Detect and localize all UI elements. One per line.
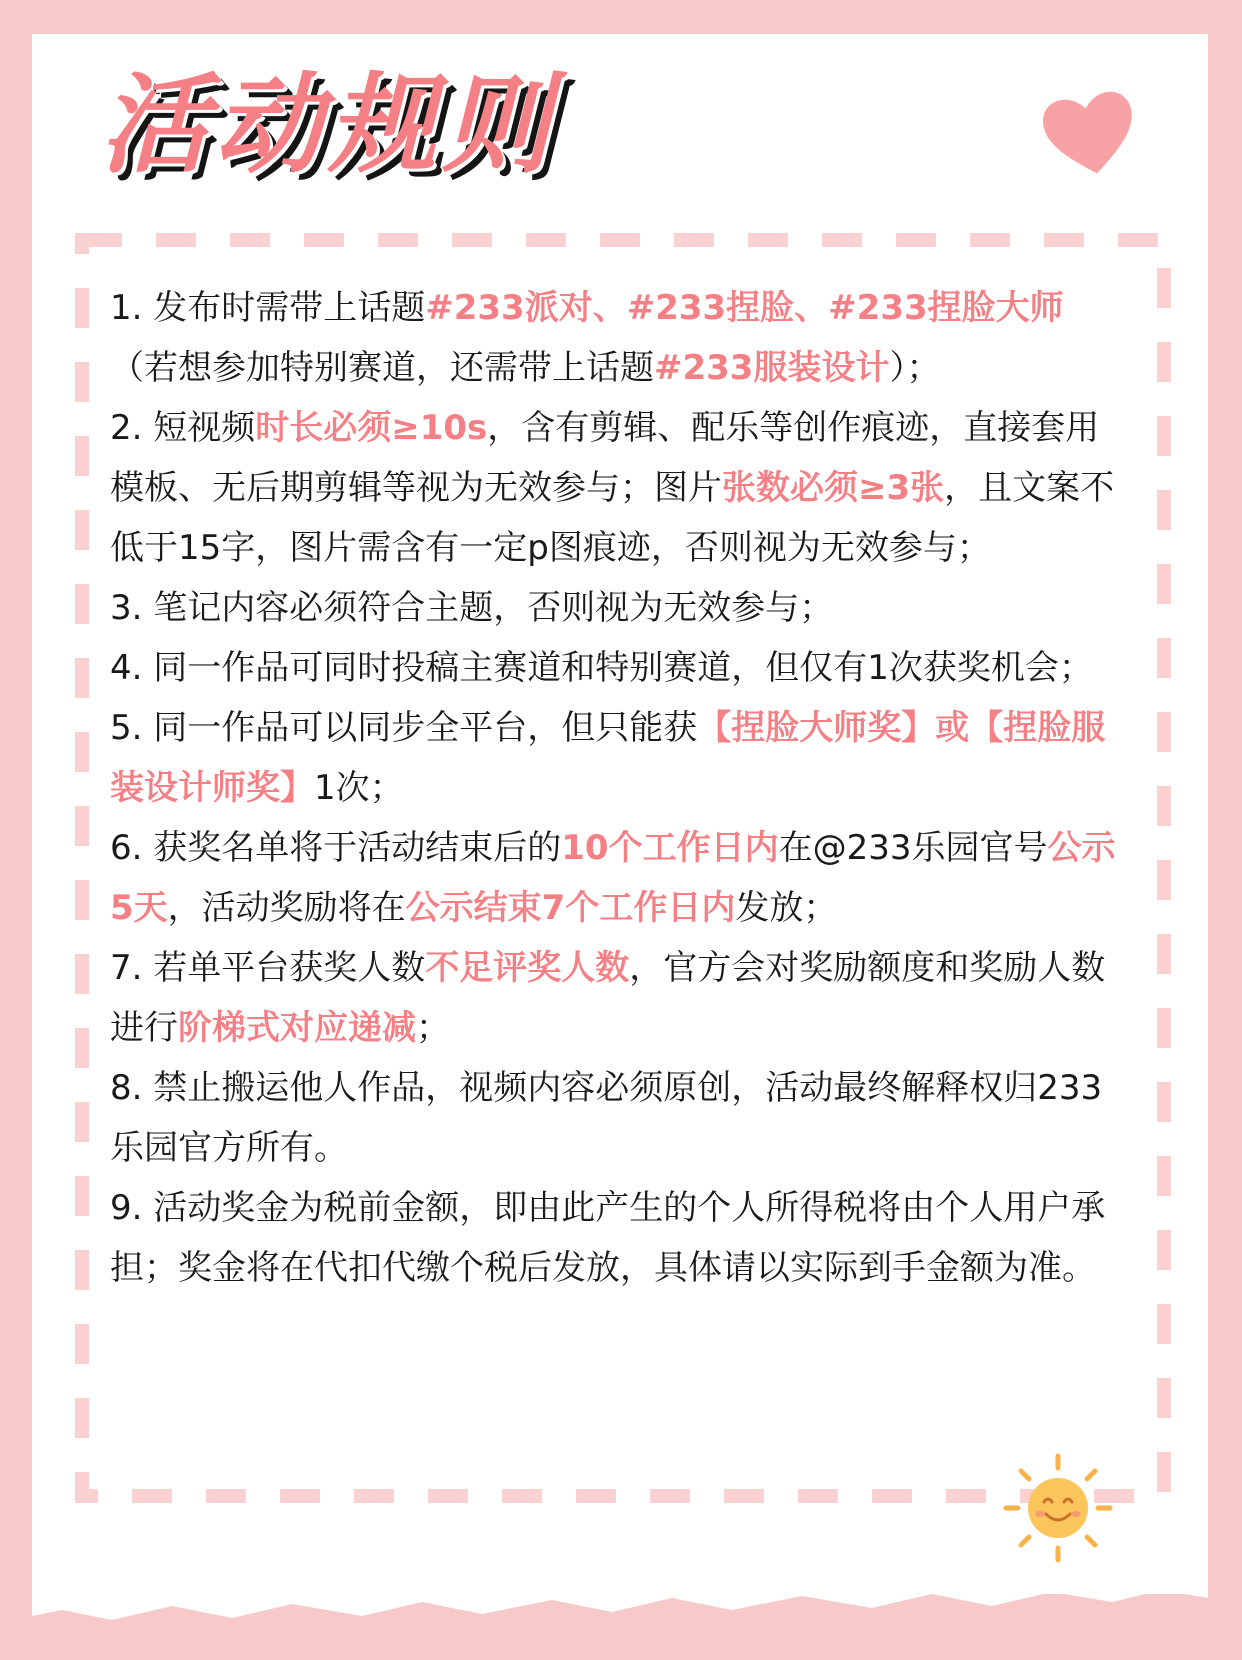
- rule-item: [110, 278, 1126, 398]
- highlight-text: 公示5天: [110, 828, 1116, 928]
- page-title: 活动规则: [100, 63, 557, 188]
- rule-item: [110, 398, 1126, 578]
- highlight-text: 时长必须≥10s: [255, 408, 488, 448]
- rule-text: 9. 活动奖金为税前金额，即由此产生的个人所得税将由个人用户承担；奖金将在代扣代缴个税后发放，具体请以实际到手金额为准。: [110, 1188, 1106, 1288]
- rule-text: 1次；: [314, 768, 404, 808]
- rules-list: [110, 278, 1126, 1298]
- rule-text: ，活动奖励将在: [167, 888, 406, 928]
- rule-text: ，且文案不低于15字，图片需含有一定p图痕迹，否则视为无效参与；: [110, 468, 1115, 568]
- rule-text: ，含有剪辑、配乐等创作痕迹，直接套用模板、无后期剪辑等视为无效参与；图片: [110, 408, 1100, 508]
- rule-text: 4. 同一作品可同时投稿主赛道和特别赛道，但仅有1次获奖机会；: [110, 648, 1093, 688]
- rule-text: 3. 笔记内容必须符合主题，否则视为无效参与；: [110, 588, 834, 628]
- rule-item: [110, 578, 1126, 638]
- rule-item: [110, 818, 1126, 938]
- highlight-text: #233派对、#233捏脸、#233捏脸大师: [425, 288, 1064, 328]
- rule-text: 5. 同一作品可以同步全平台，但只能获: [110, 708, 698, 748]
- rule-text: 在@233乐园官号: [778, 828, 1048, 868]
- rule-item: [110, 1178, 1126, 1298]
- rule-item: [110, 1058, 1126, 1178]
- rule-item: [110, 638, 1126, 698]
- rule-item: [110, 698, 1126, 818]
- rule-text: 7. 若单平台获奖人数: [110, 948, 426, 988]
- rule-text: 发放；: [735, 888, 838, 928]
- heart-icon: [1040, 88, 1140, 178]
- rule-text: ；: [416, 1008, 450, 1048]
- rule-text: 8. 禁止搬运他人作品，视频内容必须原创，活动最终解释权归233乐园官方所有。: [110, 1068, 1103, 1168]
- highlight-text: #233服装设计: [654, 348, 890, 388]
- highlight-text: 阶梯式对应递减: [178, 1008, 416, 1048]
- highlight-text: 【捏脸大师奖】或【捏脸服装设计师奖】: [110, 708, 1106, 808]
- rule-text: 6. 获奖名单将于活动结束后的: [110, 828, 562, 868]
- rule-text: 1. 发布时需带上话题: [110, 288, 426, 328]
- highlight-text: 张数必须≥3张: [722, 468, 945, 508]
- highlight-text: 不足评奖人数: [425, 948, 630, 988]
- sun-icon: [1002, 1452, 1114, 1564]
- rule-text: ，官方会对奖励额度和奖励人数进行: [110, 948, 1106, 1048]
- highlight-text: 10个工作日内: [561, 828, 779, 868]
- highlight-text: 公示结束7个工作日内: [405, 888, 736, 928]
- rule-text: （若想参加特别赛道，还需带上话题: [110, 348, 654, 388]
- rule-text: ）；: [889, 348, 941, 388]
- rule-text: 2. 短视频: [110, 408, 256, 448]
- rule-item: [110, 938, 1126, 1058]
